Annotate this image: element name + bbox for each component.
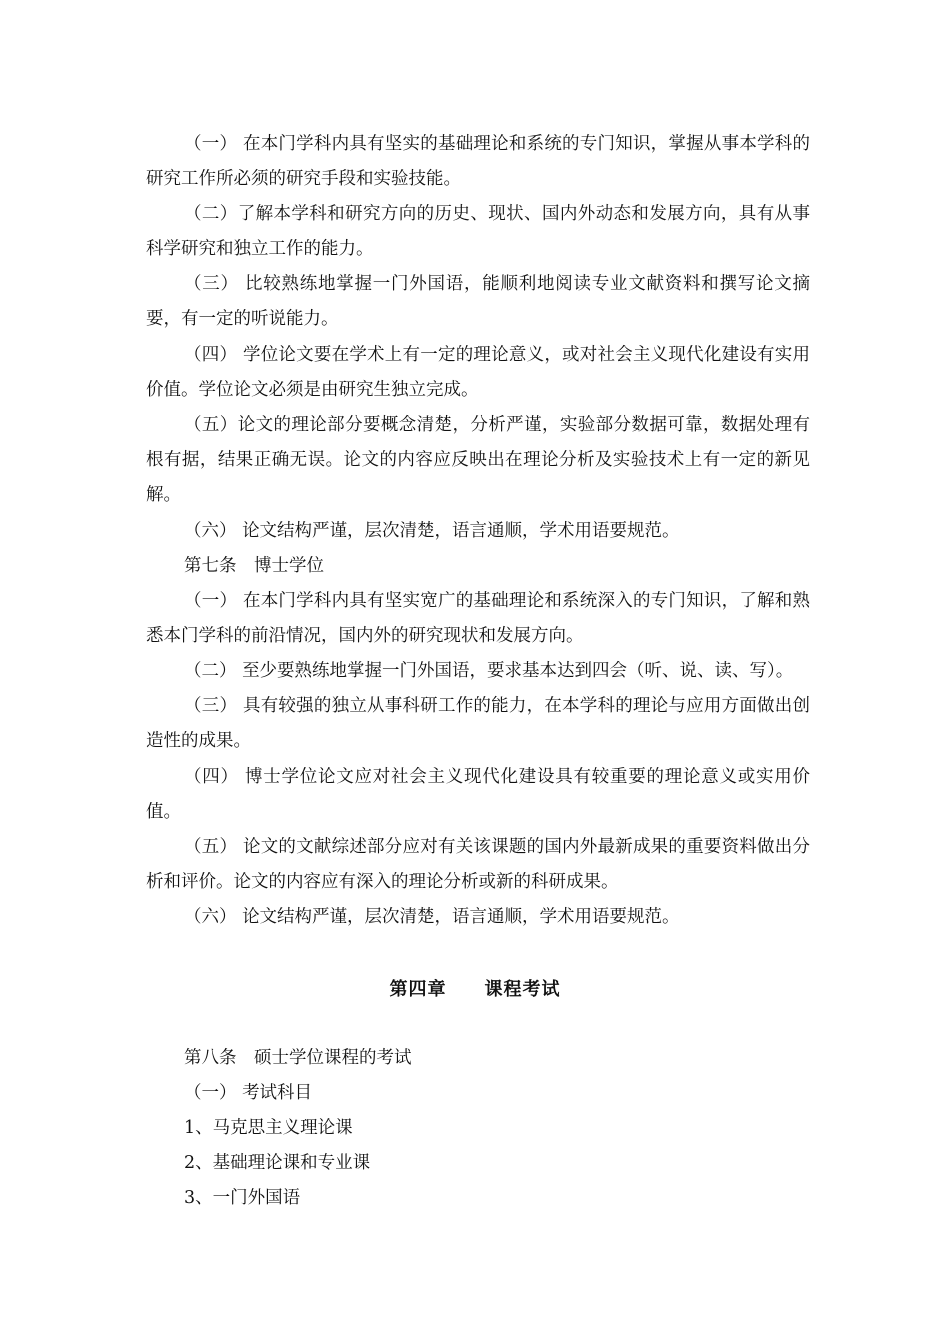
- doctor-req-2: （二） 至少要熟练地掌握一门外国语，要求基本达到四会（听、说、读、写）。: [184, 661, 794, 681]
- exam-item-1: 1、马克思主义理论课: [184, 1118, 353, 1138]
- doctor-req-6: （六） 论文结构严谨，层次清楚，语言通顺，学术用语要规范。: [184, 907, 680, 927]
- master-req-6: （六） 论文结构严谨，层次清楚，语言通顺，学术用语要规范。: [184, 521, 680, 541]
- master-req-4: （四） 学位论文要在学术上有一定的理论意义，或对社会主义现代化建设有实用价值。学位论文必须是由研究生独立完成。: [146, 345, 810, 400]
- master-req-1: （一） 在本门学科内具有坚实的基础理论和系统的专门知识，掌握从事本学科的研究工作所必须的研究手段和实验技能。: [146, 134, 810, 189]
- doctor-req-5: （五） 论文的文献综述部分应对有关该课题的国内外最新成果的重要资料做出分析和评价。论文的内容应有深入的理论分析或新的科研成果。: [146, 837, 810, 892]
- master-req-5: （五）论文的理论部分要概念清楚，分析严谨，实验部分数据可靠，数据处理有根有据，结果正确无误。论文的内容应反映出在理论分析及实验技术上有一定的新见解。: [146, 415, 810, 505]
- article-7-heading: 第七条 博士学位: [184, 556, 324, 576]
- master-req-2: （二）了解本学科和研究方向的历史、现状、国内外动态和发展方向，具有从事科学研究和独立工作的能力。: [146, 204, 810, 259]
- exam-subjects-heading: （一） 考试科目: [184, 1083, 313, 1103]
- exam-item-3: 3、一门外国语: [184, 1188, 301, 1208]
- master-req-3: （三） 比较熟练地掌握一门外国语，能顺利地阅读专业文献资料和撰写论文摘要，有一定的听说能力。: [146, 274, 810, 329]
- doctor-req-1: （一） 在本门学科内具有坚实宽广的基础理论和系统深入的专门知识，了解和熟悉本门学科的前沿情况，国内外的研究现状和发展方向。: [146, 591, 810, 646]
- chapter-title: 课程考试: [484, 979, 561, 1000]
- exam-item-2: 2、基础理论课和专业课: [184, 1153, 371, 1173]
- doctor-req-4: （四） 博士学位论文应对社会主义现代化建设具有较重要的理论意义或实用价值。: [146, 767, 810, 822]
- doctor-req-3: （三） 具有较强的独立从事科研工作的能力，在本学科的理论与应用方面做出创造性的成果。: [146, 696, 810, 751]
- chapter-number: 第四章: [389, 979, 447, 1000]
- article-8-heading: 第八条 硕士学位课程的考试: [184, 1048, 412, 1068]
- chapter-heading: [0, 972, 950, 1007]
